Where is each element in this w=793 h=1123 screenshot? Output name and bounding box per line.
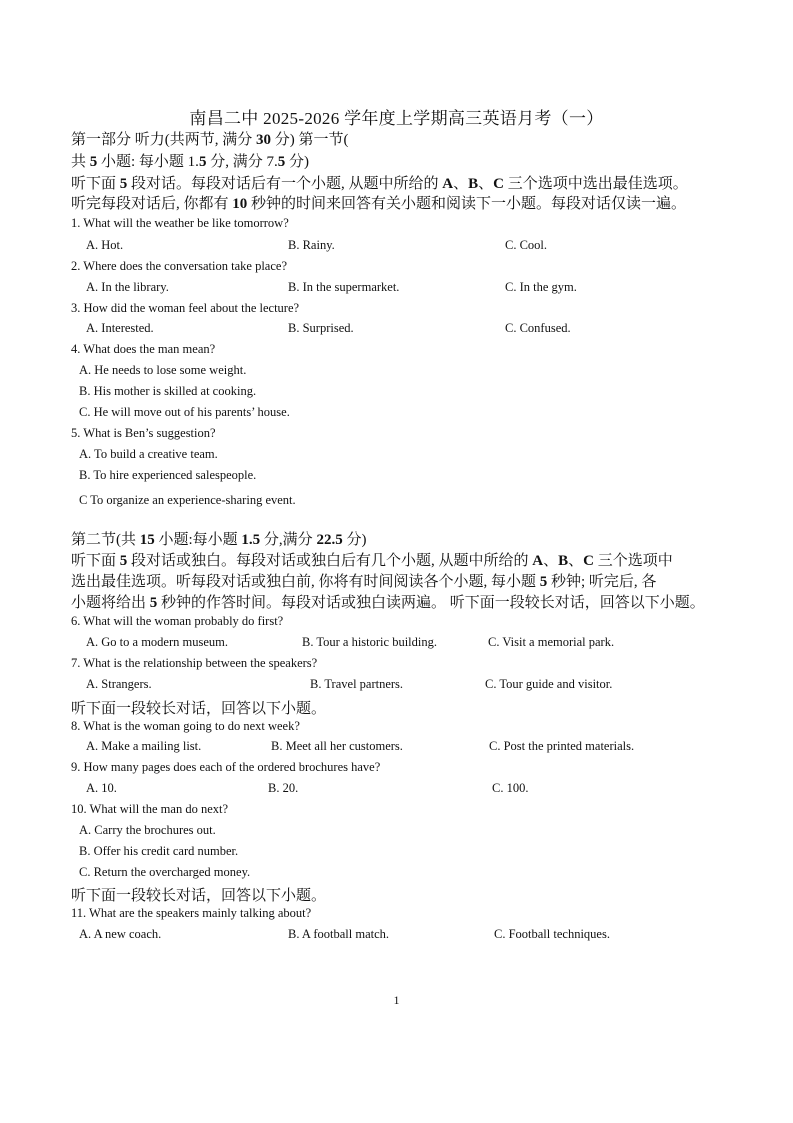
part2-instruction-1: 听下面 5 段对话或独白。每段对话或独白后有几个小题, 从题中所给的 A、B、C 三个选项中 [71, 553, 673, 569]
question-8: 8. What is the woman going to do next week? [71, 719, 300, 733]
q1-option-c: C. Cool. [505, 238, 548, 252]
q6-option-a: A. Go to a modern museum. [86, 635, 228, 649]
q1-option-b: B. Rainy. [288, 238, 335, 252]
q8-option-a: A. Make a mailing list. [86, 739, 202, 753]
exam-title: 南昌二中 2025-2026 学年度上学期高三英语月考（一） [189, 109, 604, 128]
q10-option-a: A. Carry the brochures out. [79, 823, 216, 837]
q1-option-a: A. Hot. [86, 238, 124, 252]
part1-instruction-2: 听完每段对话后, 你都有 10 秒钟的时间来回答有关小题和阅读下一小题。每段对话仅读一遍。 [71, 196, 687, 212]
q4-option-a: A. He needs to lose some weight. [79, 363, 247, 377]
part1-header: 第一部分 听力(共两节, 满分 30 分) 第一节( [71, 132, 349, 148]
q5-option-a: A. To build a creative team. [79, 447, 218, 461]
q7-option-b: B. Travel partners. [310, 677, 404, 691]
q3-option-c: C. Confused. [505, 321, 571, 335]
long-dialog-instruction-2: 听下面一段较长对话，回答以下小题。 [71, 888, 327, 904]
part2-instruction-2: 选出最佳选项。听每段对话或独白前, 你将有时间阅读各个小题, 每小题 5 秒钟; 听完后, 各 [71, 574, 657, 590]
page-number: 1 [393, 993, 400, 1007]
q9-option-b: B. 20. [268, 781, 299, 795]
q9-option-a: A. 10. [86, 781, 117, 795]
q3-option-b: B. Surprised. [288, 321, 354, 335]
q2-option-b: B. In the supermarket. [288, 280, 400, 294]
part2-instruction-3: 小题将给出 5 秒钟的作答时间。每段对话或独白读两遍。 听下面一段较长对话，回答以下小题。 [71, 595, 705, 611]
question-6: 6. What will the woman probably do first? [71, 614, 284, 628]
q11-option-b: B. A football match. [288, 927, 390, 941]
part1-instruction-1: 听下面 5 段对话。每段对话后有一个小题, 从题中所给的 A、B、C 三个选项中选出最佳选项。 [71, 176, 688, 192]
q5-option-b: B. To hire experienced salespeople. [79, 468, 257, 482]
question-9: 9. How many pages does each of the ordered brochures have? [71, 760, 381, 774]
question-7: 7. What is the relationship between the speakers? [71, 656, 318, 670]
part1-scoring: 共 5 小题: 每小题 1.5 分, 满分 7.5 分) [71, 154, 309, 170]
long-dialog-instruction-1: 听下面一段较长对话，回答以下小题。 [71, 701, 327, 717]
q11-option-c: C. Football techniques. [494, 927, 610, 941]
question-11: 11. What are the speakers mainly talking about? [71, 906, 312, 920]
q7-option-a: A. Strangers. [86, 677, 152, 691]
q11-option-a: A. A new coach. [79, 927, 162, 941]
q8-option-c: C. Post the printed materials. [489, 739, 635, 753]
q8-option-b: B. Meet all her customers. [271, 739, 403, 753]
q3-option-a: A. Interested. [86, 321, 154, 335]
q4-option-c: C. He will move out of his parents’ house. [79, 405, 290, 419]
q5-option-c: C To organize an experience-sharing event. [79, 493, 296, 507]
q2-option-a: A. In the library. [86, 280, 169, 294]
q4-option-b: B. His mother is skilled at cooking. [79, 384, 257, 398]
question-2: 2. Where does the conversation take place? [71, 259, 287, 273]
question-1: 1. What will the weather be like tomorrow? [71, 216, 289, 230]
question-10: 10. What will the man do next? [71, 802, 229, 816]
q6-option-c: C. Visit a memorial park. [488, 635, 615, 649]
q6-option-b: B. Tour a historic building. [302, 635, 437, 649]
q9-option-c: C. 100. [492, 781, 529, 795]
q10-option-b: B. Offer his credit card number. [79, 844, 239, 858]
question-3: 3. How did the woman feel about the lecture? [71, 301, 300, 315]
q7-option-c: C. Tour guide and visitor. [485, 677, 613, 691]
q10-option-c: C. Return the overcharged money. [79, 865, 251, 879]
question-4: 4. What does the man mean? [71, 342, 216, 356]
part2-header: 第二节(共 15 小题:每小题 1.5 分,满分 22.5 分) [71, 532, 367, 548]
q2-option-c: C. In the gym. [505, 280, 577, 294]
question-5: 5. What is Ben’s suggestion? [71, 426, 216, 440]
